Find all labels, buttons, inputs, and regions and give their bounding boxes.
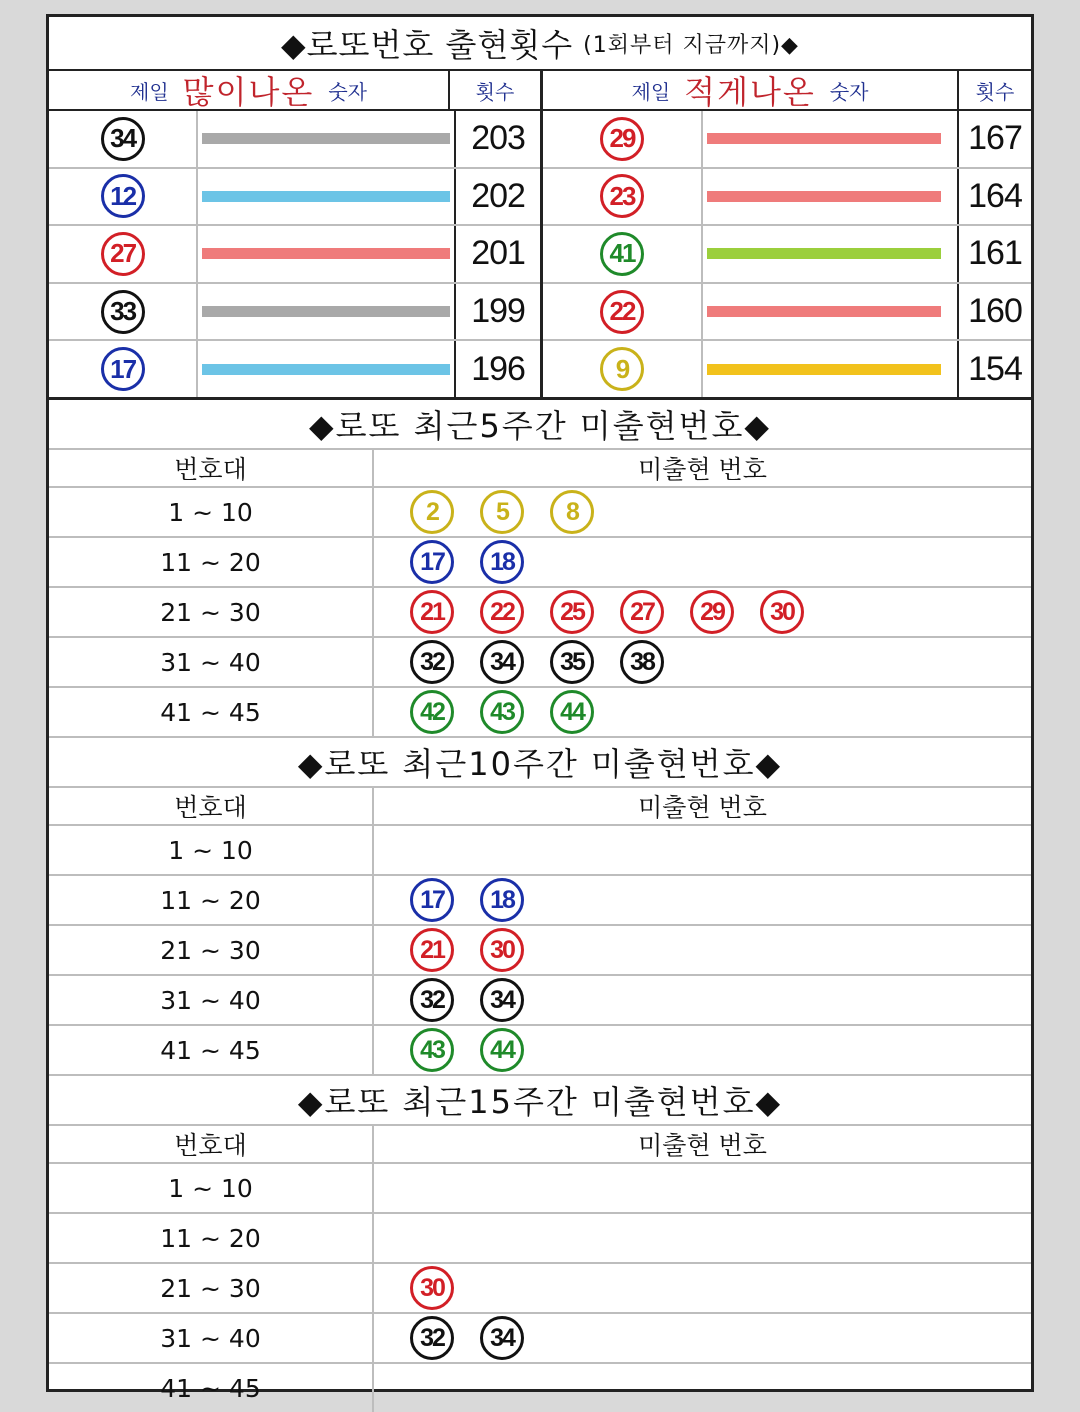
most-ball-cell [49,169,198,225]
number-ball: 44 [550,690,594,734]
number-ball: 34 [480,640,524,684]
section-3 [49,1076,1031,1412]
range-header: 번호대 [49,450,374,486]
unappeared-numbers [374,1314,1031,1362]
most-ball-cell [49,341,198,397]
frequency-bar [202,133,450,144]
least-count: 161 [968,234,1022,273]
range-label: 11 ~ 20 [49,538,374,586]
least-bar-cell [703,284,959,340]
table-row [49,588,1031,638]
most-row [49,284,540,342]
table-row [49,876,1031,926]
number-ball: 29 [690,590,734,634]
number-ball: 32 [410,978,454,1022]
number-ball: 44 [480,1028,524,1072]
number-ball: 17 [410,540,454,584]
table-header [49,1126,1031,1164]
frequency-table [49,71,1031,400]
range-label: 1 ~ 10 [49,488,374,536]
unappeared-sections [49,400,1031,1412]
most-bar-cell [198,341,456,397]
least-count: 160 [968,292,1022,331]
range-label: 31 ~ 40 [49,638,374,686]
least-frequent-panel [543,71,1031,397]
least-count-header: 횟수 [975,79,1015,104]
unappeared-numbers [374,1164,1031,1212]
least-prefix: 제일 [631,79,671,104]
most-bar-cell [198,111,456,167]
most-row [49,226,540,284]
least-ball-cell [543,111,703,167]
range-label: 1 ~ 10 [49,826,374,874]
most-frequent-header [49,71,540,111]
range-header: 번호대 [49,788,374,824]
unappeared-numbers [374,1364,1031,1412]
least-ball-cell [543,284,703,340]
table-row [49,926,1031,976]
number-ball: 21 [410,590,454,634]
least-row [543,111,1031,169]
table-row [49,1214,1031,1264]
number-ball: 32 [410,640,454,684]
number-ball: 17 [101,347,145,391]
most-count: 201 [471,234,525,273]
most-suffix: 숫자 [328,79,367,104]
frequency-bar [707,306,941,317]
table-row [49,1164,1031,1214]
numbers-header: 미출현 번호 [638,455,767,484]
most-count: 199 [471,292,525,331]
number-ball: 34 [101,117,145,161]
frequency-bar [707,133,941,144]
number-ball: 5 [480,490,524,534]
frequency-bar [202,364,450,375]
number-ball: 35 [550,640,594,684]
number-ball: 21 [410,928,454,972]
number-ball: 30 [480,928,524,972]
least-row [543,284,1031,342]
lotto-stats-sheet [46,14,1034,1403]
least-bar-cell [703,341,959,397]
range-label: 11 ~ 20 [49,1214,374,1262]
table-header [49,788,1031,826]
number-ball: 34 [480,1316,524,1360]
range-label: 21 ~ 30 [49,588,374,636]
most-bar-cell [198,226,456,282]
range-header: 번호대 [49,1126,374,1162]
number-ball: 23 [600,174,644,218]
range-label: 11 ~ 20 [49,876,374,924]
least-row [543,226,1031,284]
least-ball-cell [543,341,703,397]
least-frequent-header [543,71,1031,111]
number-ball: 22 [600,290,644,334]
section-2 [49,738,1031,1076]
most-emph: 많이나온 [182,73,315,111]
number-ball: 34 [480,978,524,1022]
least-row [543,341,1031,397]
unappeared-numbers [374,926,1031,974]
unappeared-numbers [374,488,1031,536]
number-ball: 43 [410,1028,454,1072]
most-frequent-label [49,71,450,109]
range-label: 41 ~ 45 [49,1026,374,1074]
unappeared-numbers [374,688,1031,736]
frequency-bar [707,364,941,375]
number-ball: 12 [101,174,145,218]
number-ball: 42 [410,690,454,734]
page-title [49,17,1031,71]
number-ball: 43 [480,690,524,734]
least-frequent-label [543,71,959,109]
range-label: 41 ~ 45 [49,1364,374,1412]
least-count: 164 [968,176,1022,215]
least-ball-cell [543,226,703,282]
number-ball: 8 [550,490,594,534]
number-ball: 18 [480,540,524,584]
most-frequent-panel [49,71,543,397]
most-bar-cell [198,284,456,340]
least-bar-cell [703,169,959,225]
table-row [49,1364,1031,1412]
section-title: ◆로또 최근10주간 미출현번호◆ [49,738,1031,788]
numbers-header: 미출현 번호 [638,793,767,822]
table-row [49,688,1031,738]
number-ball: 2 [410,490,454,534]
number-ball: 29 [600,117,644,161]
least-count: 154 [968,349,1022,388]
most-ball-cell [49,284,198,340]
number-ball: 33 [101,290,145,334]
table-row [49,976,1031,1026]
most-ball-cell [49,226,198,282]
most-count: 202 [471,176,525,215]
unappeared-numbers [374,588,1031,636]
number-ball: 27 [101,232,145,276]
title-sub: (1회부터 지금까지)◆ [583,32,799,58]
section-title: ◆로또 최근5주간 미출현번호◆ [49,400,1031,450]
unappeared-numbers [374,1264,1031,1312]
number-ball: 38 [620,640,664,684]
table-row [49,638,1031,688]
most-row [49,341,540,397]
least-row [543,169,1031,227]
number-ball: 25 [550,590,594,634]
unappeared-numbers [374,826,1031,874]
table-row [49,538,1031,588]
range-label: 21 ~ 30 [49,926,374,974]
unappeared-numbers [374,538,1031,586]
most-row [49,111,540,169]
least-bar-cell [703,111,959,167]
unappeared-numbers [374,638,1031,686]
title-main: ◆로또번호 출현횟수 [281,26,574,64]
frequency-bar [202,191,450,202]
table-row [49,1026,1031,1076]
section-title: ◆로또 최근15주간 미출현번호◆ [49,1076,1031,1126]
least-ball-cell [543,169,703,225]
frequency-bar [202,306,450,317]
most-bar-cell [198,169,456,225]
most-ball-cell [49,111,198,167]
range-label: 31 ~ 40 [49,1314,374,1362]
unappeared-numbers [374,1026,1031,1074]
number-ball: 18 [480,878,524,922]
section-1 [49,400,1031,738]
most-prefix: 제일 [130,79,169,104]
table-row [49,1264,1031,1314]
most-count: 203 [471,119,525,158]
most-count-header: 횟수 [475,79,515,104]
table-header [49,450,1031,488]
range-label: 41 ~ 45 [49,688,374,736]
frequency-bar [202,248,450,259]
unappeared-numbers [374,976,1031,1024]
number-ball: 30 [410,1266,454,1310]
unappeared-numbers [374,876,1031,924]
unappeared-numbers [374,1214,1031,1262]
range-label: 31 ~ 40 [49,976,374,1024]
least-bar-cell [703,226,959,282]
range-label: 21 ~ 30 [49,1264,374,1312]
number-ball: 32 [410,1316,454,1360]
frequency-bar [707,191,941,202]
numbers-header: 미출현 번호 [638,1131,767,1160]
least-count: 167 [968,119,1022,158]
number-ball: 17 [410,878,454,922]
most-row [49,169,540,227]
table-row [49,826,1031,876]
least-suffix: 숫자 [829,79,869,104]
number-ball: 30 [760,590,804,634]
least-emph: 적게나온 [684,73,816,111]
number-ball: 9 [600,347,644,391]
frequency-bar [707,248,941,259]
table-row [49,1314,1031,1364]
range-label: 1 ~ 10 [49,1164,374,1212]
number-ball: 22 [480,590,524,634]
most-count: 196 [471,349,525,388]
number-ball: 27 [620,590,664,634]
table-row [49,488,1031,538]
number-ball: 41 [600,232,644,276]
